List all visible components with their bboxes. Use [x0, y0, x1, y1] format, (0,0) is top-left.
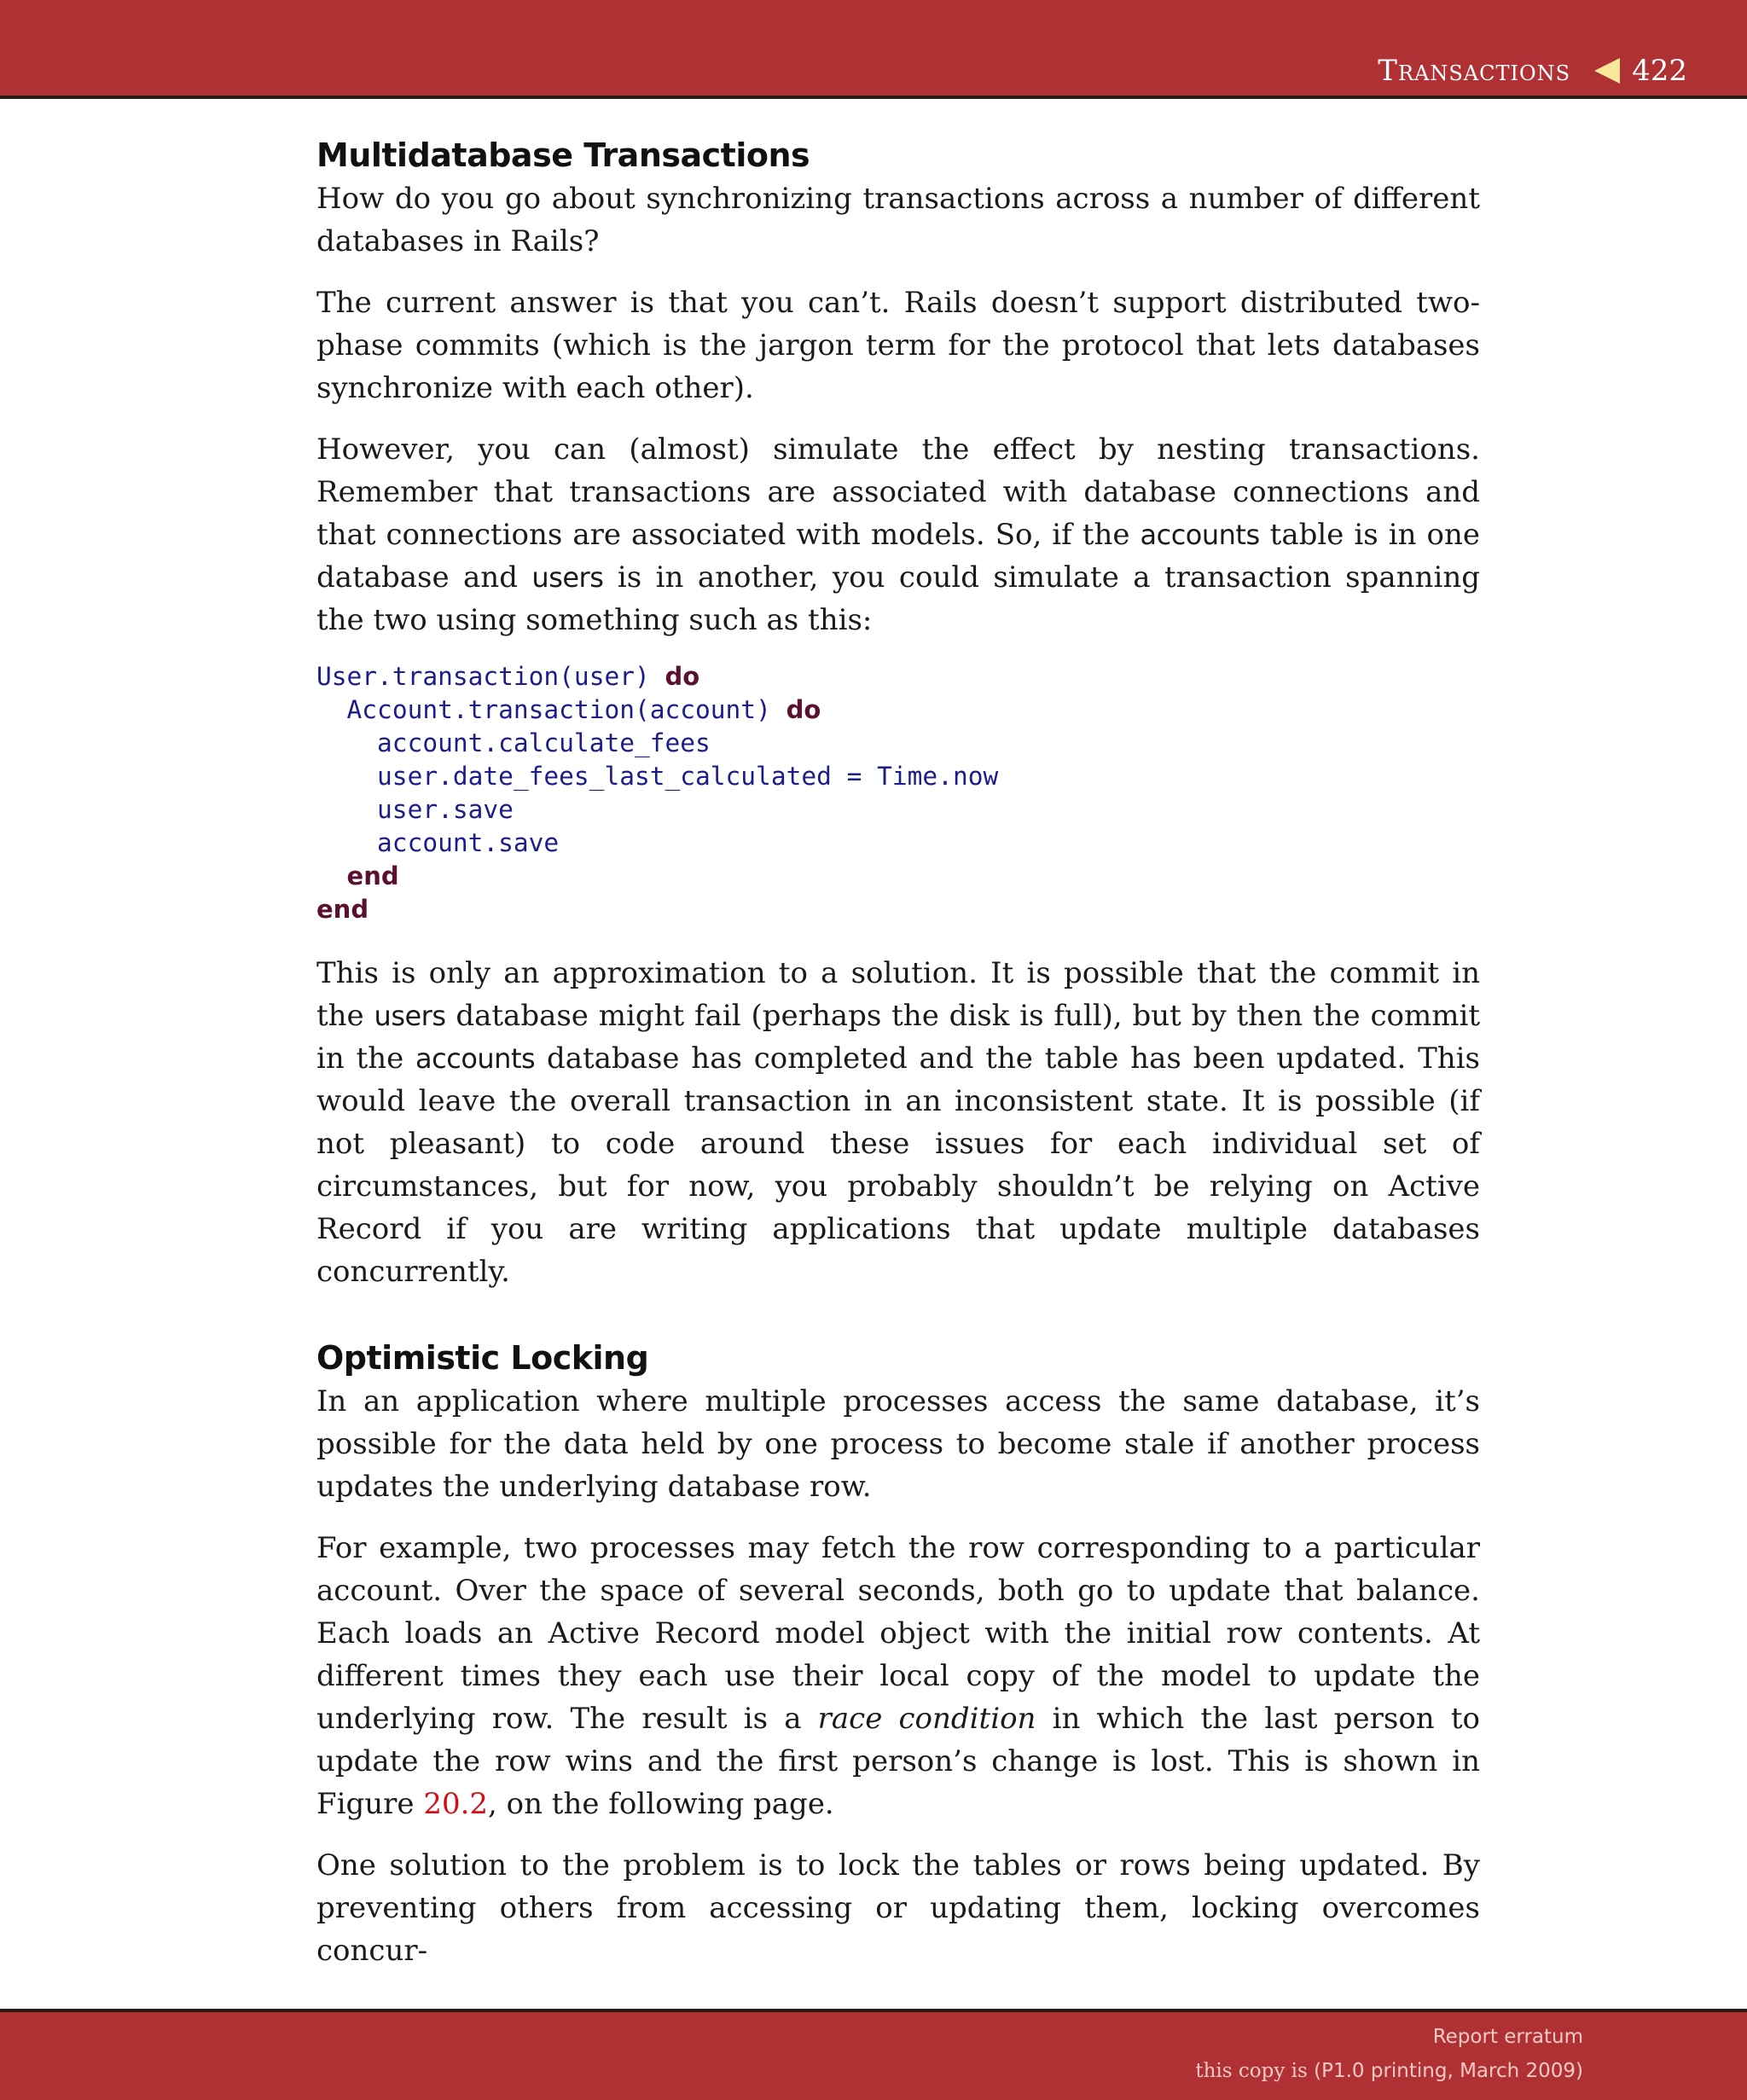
code-keyword: do	[786, 695, 821, 724]
code-indent	[316, 861, 347, 890]
paragraph-text: is in another, you could simulate a transaction spanning the two using something such as this:	[316, 560, 1480, 637]
paragraph: The current answer is that you can’t. Rails doesn’t support distributed two-phase commits (which is the jargon term for the protocol that lets databases synchronize with each other).	[316, 286, 1480, 405]
code-block	[316, 660, 1480, 926]
code-line	[316, 860, 1480, 893]
code-line	[316, 760, 1480, 793]
code-indent	[316, 728, 377, 757]
paragraph-text: However, you can (almost) simulate the effect by nesting transactions. Remember that transactions are associated with database connections and that connections are associated with models. So, if the	[316, 432, 1480, 552]
figure-link[interactable]: 20.2	[423, 1787, 489, 1821]
code-line	[316, 827, 1480, 860]
inline-code: users	[374, 1000, 446, 1032]
paragraph-text: database has completed and the table has been updated. This would leave the overall transaction in an inconsistent state. It is possible (if not pleasant) to code around these issues for each individual set of circumstances, but for now, you probably shouldn’t be relying on Active Record if you are writing applications that update multiple databases concurrently.	[316, 1041, 1480, 1289]
code-text: account.save	[377, 828, 560, 857]
copy-info	[1195, 2060, 1583, 2082]
code-line	[316, 693, 1480, 727]
paragraph-text: table is in one database and	[316, 518, 1480, 595]
code-line	[316, 793, 1480, 827]
page-content	[316, 136, 1480, 1991]
section-heading-optimistic-locking: Optimistic Locking	[316, 1339, 649, 1377]
code-text: user.save	[377, 795, 514, 824]
code-text: Account.transaction(account)	[346, 695, 786, 724]
paragraph	[316, 952, 1480, 1293]
inline-code: users	[531, 561, 604, 594]
paragraph-text: in which the last person to update the row wins and the first person’s change is lost. This is shown in Figure	[316, 1702, 1480, 1821]
paragraph: How do you go about synchronizing transactions across a number of different databases in Rails?	[316, 182, 1480, 258]
paragraph-text: , on the following page.	[488, 1787, 834, 1821]
paragraph-text: For example, two processes may fetch the row corresponding to a particular account. Over the space of several seconds, both go to update that balance. Each loads an Active Record model object with the initial row contents. At different times they each use their local copy of the model to update the underlying row. The result is a	[316, 1531, 1480, 1736]
code-indent	[316, 762, 377, 791]
left-arrow-icon[interactable]	[1594, 58, 1620, 84]
running-head	[1378, 49, 1687, 92]
page-number: 422	[1632, 54, 1687, 88]
paragraph-text: database might fail (perhaps the disk is full), but by then the commit in the	[316, 999, 1480, 1076]
emphasis-term: race condition	[817, 1702, 1036, 1736]
code-indent	[316, 828, 377, 857]
footer-bar	[0, 2009, 1747, 2100]
paragraph-text: This is only an approximation to a solution. It is possible that the commit in the	[316, 956, 1480, 1033]
inline-code: accounts	[415, 1042, 536, 1075]
printing-info: (P1.0 printing, March 2009)	[1307, 2060, 1583, 2082]
code-keyword: end	[346, 861, 399, 890]
code-text: User.transaction(user)	[316, 662, 665, 691]
paragraph	[316, 428, 1480, 641]
section-heading-multidatabase: Multidatabase Transactions	[316, 136, 810, 174]
paragraph	[316, 1527, 1480, 1825]
header-bar	[0, 0, 1747, 99]
inline-code: accounts	[1140, 519, 1260, 551]
paragraph: One solution to the problem is to lock the tables or rows being updated. By preventing others from accessing or updating them, locking overcomes concur-	[316, 1848, 1480, 1968]
copy-prefix: this copy is	[1195, 2060, 1308, 2082]
report-erratum-link[interactable]: Report erratum	[1432, 2026, 1583, 2048]
code-indent	[316, 795, 377, 824]
code-keyword: do	[665, 662, 700, 691]
code-line	[316, 727, 1480, 760]
paragraph: In an application where multiple processes access the same database, it’s possible for the data held by one process to become stale if another process updates the underlying database row.	[316, 1384, 1480, 1504]
code-line	[316, 660, 1480, 693]
code-indent	[316, 695, 347, 724]
code-text: account.calculate_fees	[377, 728, 711, 757]
code-text: user.date_fees_last_calculated = Time.now	[377, 762, 999, 791]
code-line	[316, 893, 1480, 926]
code-keyword: end	[316, 895, 369, 924]
section-name: Transactions	[1378, 54, 1571, 88]
